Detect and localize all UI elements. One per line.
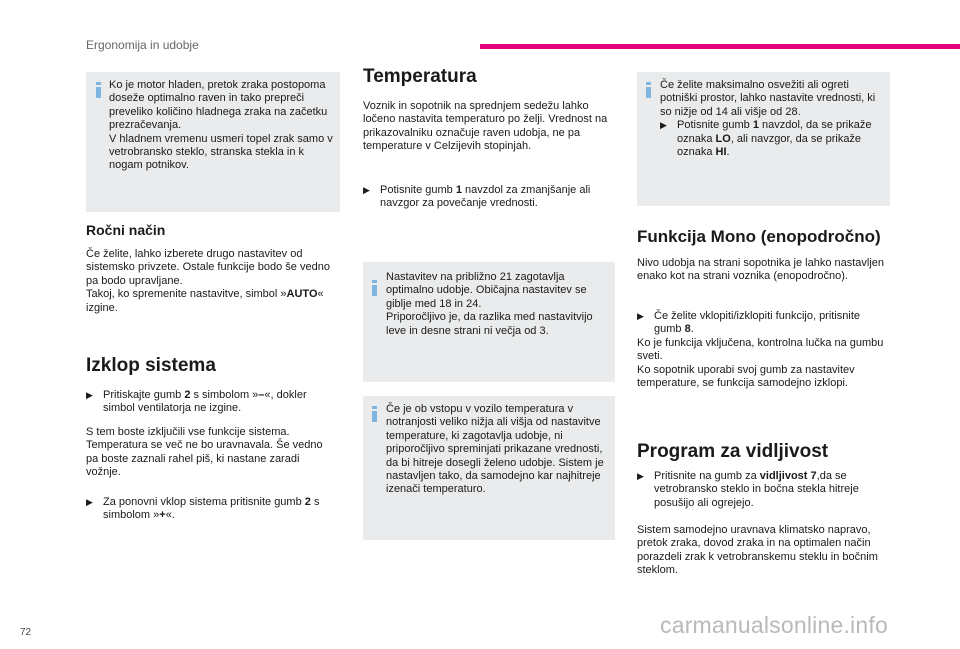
bullet-arrow-icon: ▶ [363,185,370,195]
bullet-item: ▶ Če želite vklopiti/izklopiti funkcijo, pritisnite gumb 8. [637,310,861,336]
paragraph: Voznik in sopotnik na sprednjem sedežu lahko ločeno nastavita temperaturo po želji. Vrednost na prikazovalniku označuje raven udobja, ne pa temperature v Celzijevih stopinjah. [363,100,608,153]
info-box-lo-hi [637,72,890,206]
info-box-vstop [363,396,615,540]
bullet-arrow-icon: ▶ [660,120,667,131]
info-icon [646,82,651,96]
heading-izklop-sistema: Izklop sistema [86,355,216,376]
paragraph: Nivo udobja na strani sopotnika je lahko nastavljen enako kot na strani voznika (enopodročno). [637,257,885,283]
paragraph: Sistem samodejno uravnava klimatsko napravo, pretok zraka, dovod zraka in na optimalen način porazdeli zrak k vetrobranskemu steklu in bočnim steklom. [637,524,878,577]
paragraph: Ko sopotnik uporabi svoj gumb za nastavitev temperature, se funkcija samodejno izklopi. [637,363,855,390]
bullet-item: ▶ Za ponovni vklop sistema pritisnite gumb 2 s simbolom »+«. [86,496,320,522]
paragraph: S tem boste izključili vse funkcije sistema. Temperatura se več ne bo uravnavala. Še vedno pa boste zaznali rahel piš, ki nastane zaradi vožnje. [86,426,323,479]
header-accent-bar [480,44,960,49]
info-text: V hladnem vremenu usmeri topel zrak samo v vetrobransko steklo, stranska stekla in k nogam potnikov. [109,132,333,172]
page-number: 72 [20,627,32,638]
info-text: Če želite maksimalno osvežiti ali ogreti potniški prostor, lahko nastavite vrednosti, ki so nižje od 14 ali višje od 28. [660,79,876,118]
heading-funkcija-mono: Funkcija Mono (enopodročno) [637,227,881,246]
bullet-arrow-icon: ▶ [86,497,93,507]
info-icon [96,82,101,96]
info-icon [372,406,377,420]
info-text: Priporočljivo je, da razlika med nastavitvijo leve in desne strani ni večja od 3. [386,311,593,337]
info-text: Ko je motor hladen, pretok zraka postopoma doseže optimalno raven in tako prepreči preveliko količino hladnega zraka na začetku prezračevanja. [109,79,328,132]
info-box-nastavitev [363,262,615,382]
paragraph: Če želite, lahko izberete drugo nastavitev od sistemsko privzete. Ostale funkcije bodo še vedno pa bodo upravljane. [86,248,330,287]
heading-rocni-nacin: Ročni način [86,222,166,238]
section-title: Ergonomija in udobje [86,38,199,52]
heading-program-vidljivost: Program za vidljivost [637,441,829,462]
bullet-item: ▶ Pritiskajte gumb 2 s simbolom »–«, dokler simbol ventilatorja ne izgine. [86,389,307,415]
bullet-item: ▶ Potisnite gumb 1 navzdol, da se prikaže oznaka LO, ali navzgor, da se prikaže oznaka HI. [660,119,872,159]
bullet-item: ▶ Potisnite gumb 1 navzdol za zmanjšanje ali navzgor za povečanje vrednosti. [363,184,591,210]
paragraph: Takoj, ko spremenite nastavitve, simbol »AUTO« izgine. [86,288,324,314]
bullet-arrow-icon: ▶ [86,390,93,400]
info-box-engine [86,72,340,212]
bullet-item: ▶ Pritisnite na gumb za vidljivost 7,da se vetrobransko steklo in bočna stekla hitreje posušijo ali ogrejejo. [637,470,859,509]
paragraph: Ko je funkcija vključena, kontrolna lučka na gumbu sveti. [637,336,884,363]
info-text: Če je ob vstopu v vozilo temperatura v notranjosti veliko nižja ali višja od nastavitve temperature, ki zagotavlja udobje, ni priporočljivo spreminjati prikazane vrednosti, da bi hitreje dosegli želeno udobje. Sistem je nastavljen tako, da samodejno kar najhitreje izenači temperaturo. [386,403,604,496]
watermark: carmanualsonline.info [660,612,888,638]
bullet-arrow-icon: ▶ [637,311,644,321]
info-icon [372,280,377,294]
bullet-arrow-icon: ▶ [637,471,644,481]
heading-temperatura: Temperatura [363,66,477,87]
info-text: Nastavitev na približno 21 zagotavlja optimalno udobje. Običajna nastavitev se giblje med 18 in 24. [386,271,587,310]
